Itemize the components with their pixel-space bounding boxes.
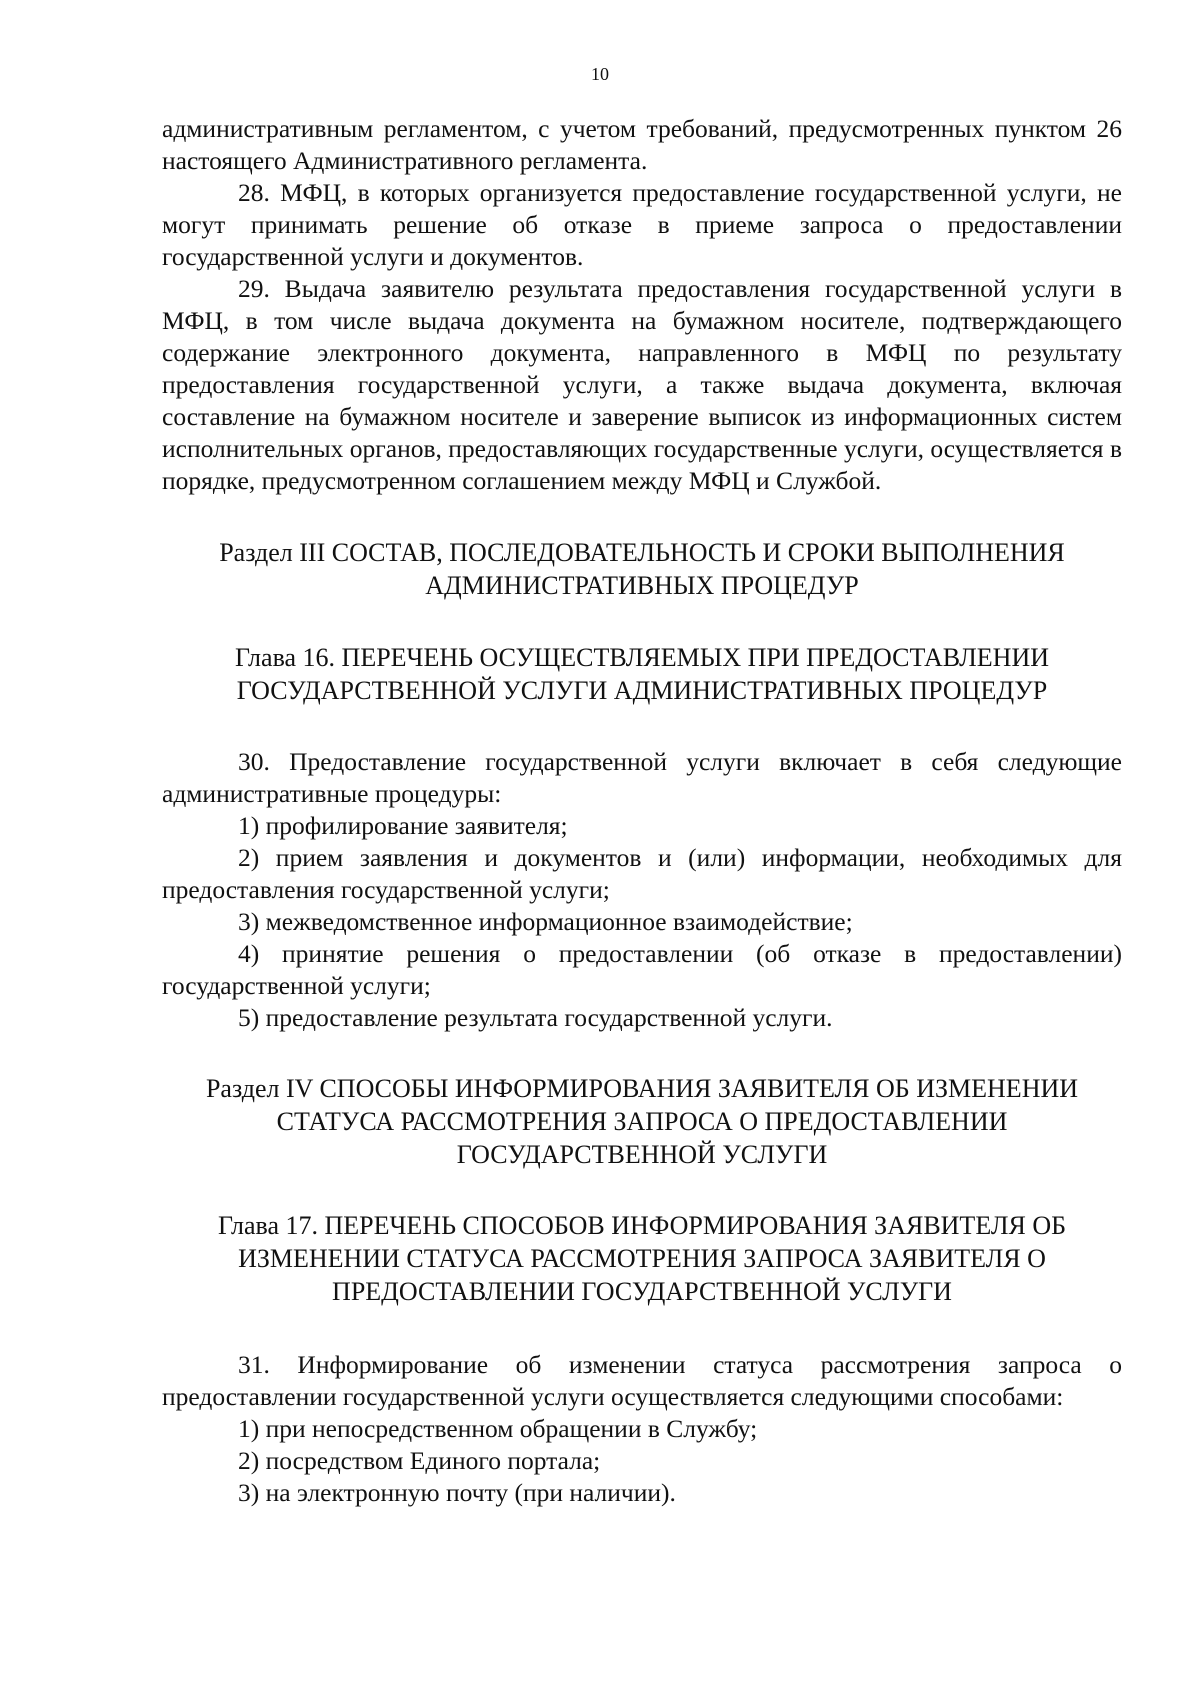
list-item: 1) профилирование заявителя; xyxy=(238,811,568,840)
heading-line: Глава 17. ПЕРЕЧЕНЬ СПОСОБОВ ИНФОРМИРОВАНИЯ ЗАЯВИТЕЛЯ ОБ xyxy=(217,1211,1067,1240)
paragraph-28: 28. МФЦ, в которых организуется предоставление государственной услуги, не могут принимать решение об отказе в приеме запроса о предоставлении государственной услуги и документов. xyxy=(162,178,1122,271)
paragraph-29: 29. Выдача заявителю результата предоставления государственной услуги в МФЦ, в том числе выдача документа на бумажном носителе, подтверждающего содержание электронного документа, направленного в МФЦ по результату предоставления государственной услуги, а также выдача документа, включая составление на бумажном носителе и заверение выписок из информационных систем исполнительных органов, предоставляющих государственные услуги, осуществляется в порядке, предусмотренном соглашением между МФЦ и Службой. xyxy=(162,274,1122,495)
heading-line: Раздел III СОСТАВ, ПОСЛЕДОВАТЕЛЬНОСТЬ И СРОКИ ВЫПОЛНЕНИЯ xyxy=(219,538,1065,567)
list-item: 1) при непосредственном обращении в Службу; xyxy=(238,1414,758,1443)
list-item: 3) на электронную почту (при наличии). xyxy=(238,1478,676,1507)
paragraph-continuation: административным регламентом, с учетом требований, предусмотренных пунктом 26 настоящего Административного регламента. xyxy=(162,114,1122,175)
chapter-17-heading xyxy=(162,1209,1122,1308)
document-body xyxy=(162,113,1122,1509)
heading-line: ГОСУДАРСТВЕННОЙ УСЛУГИ АДМИНИСТРАТИВНЫХ ПРОЦЕДУР xyxy=(236,676,1048,705)
section-3-heading xyxy=(162,536,1122,602)
heading-line: Раздел IV СПОСОБЫ ИНФОРМИРОВАНИЯ ЗАЯВИТЕЛЯ ОБ ИЗМЕНЕНИИ xyxy=(205,1074,1079,1103)
heading-line: ИЗМЕНЕНИИ СТАТУСА РАССМОТРЕНИЯ ЗАПРОСА ЗАЯВИТЕЛЯ О xyxy=(238,1244,1046,1273)
heading-line: АДМИНИСТРАТИВНЫХ ПРОЦЕДУР xyxy=(425,571,859,600)
paragraph-31: 31. Информирование об изменении статуса рассмотрения запроса о предоставлении государственной услуги осуществляется следующими способами: xyxy=(162,1350,1122,1411)
list-item: 2) посредством Единого портала; xyxy=(238,1446,601,1475)
chapter-16-heading xyxy=(162,641,1122,707)
list-item: 2) прием заявления и документов и (или) информации, необходимых для предоставления государственной услуги; xyxy=(162,843,1122,904)
section-4-heading xyxy=(162,1072,1122,1171)
paragraph-30: 30. Предоставление государственной услуги включает в себя следующие административные процедуры: xyxy=(162,747,1122,808)
heading-line: СТАТУСА РАССМОТРЕНИЯ ЗАПРОСА О ПРЕДОСТАВЛЕНИИ xyxy=(276,1107,1008,1136)
heading-line: Глава 16. ПЕРЕЧЕНЬ ОСУЩЕСТВЛЯЕМЫХ ПРИ ПРЕДОСТАВЛЕНИИ xyxy=(234,643,1050,672)
list-item: 4) принятие решения о предоставлении (об отказе в предоставлении) государственной услуги; xyxy=(162,939,1122,1000)
heading-line: ПРЕДОСТАВЛЕНИИ ГОСУДАРСТВЕННОЙ УСЛУГИ xyxy=(332,1277,952,1306)
list-item: 3) межведомственное информационное взаимодействие; xyxy=(238,907,853,936)
list-item: 5) предоставление результата государственной услуги. xyxy=(238,1003,833,1032)
page-number: 10 xyxy=(591,64,609,84)
heading-line: ГОСУДАРСТВЕННОЙ УСЛУГИ xyxy=(456,1140,828,1169)
